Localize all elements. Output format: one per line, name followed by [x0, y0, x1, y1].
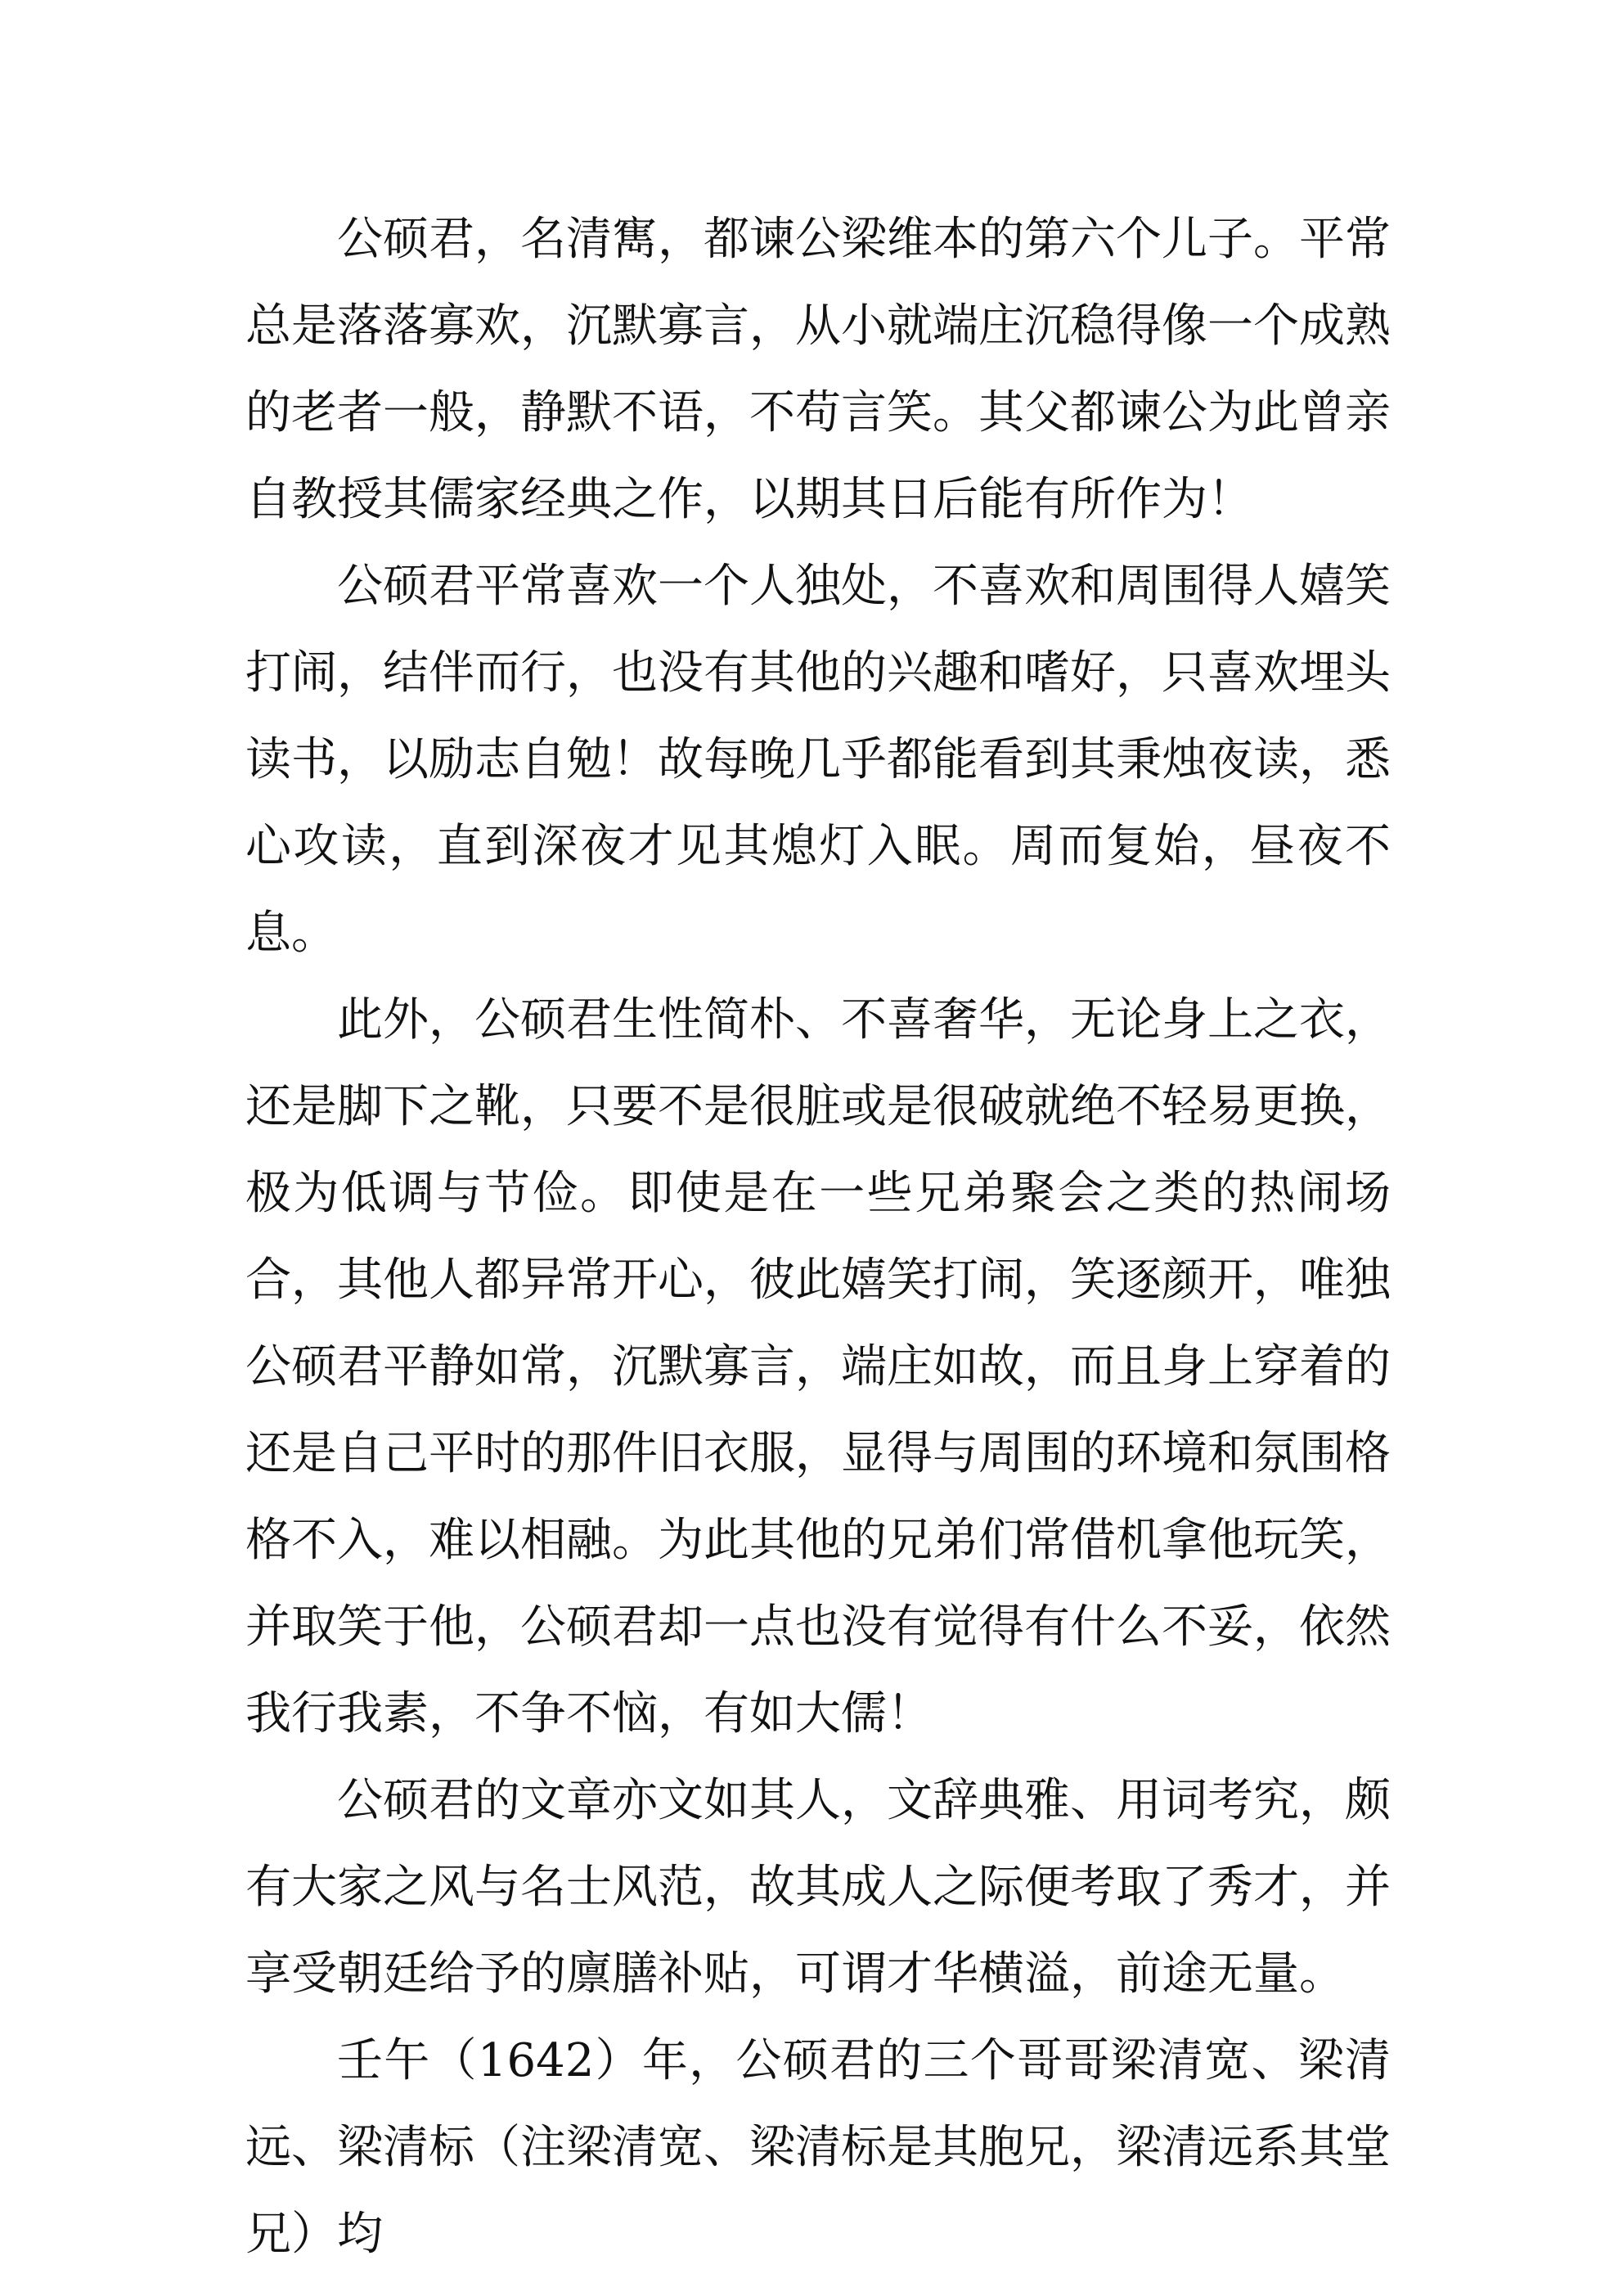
- paragraph-5: 壬午（1642）年，公硕君的三个哥哥梁清宽、梁清远、梁清标（注梁清宽、梁清标是其胞兄，梁清远系其堂兄）均: [245, 2034, 1391, 2261]
- paragraph-3: 此外，公硕君生性简朴、不喜奢华，无论身上之衣，还是脚下之靴，只要不是很脏或是很破就绝不轻易更换，极为低调与节俭。即使是在一些兄弟聚会之类的热闹场合，其他人都异常开心，彼此嬉笑打闹，笑逐颜开，唯独公硕君平静如常，沉默寡言，端庄如故，而且身上穿着的还是自己平时的那件旧衣服，显得与周围的环境和氛围格格不入，难以相融。为此其他的兄弟们常借机拿他玩笑，并取笑于他，公硕君却一点也没有觉得有什么不妥，依然我行我素，不争不恼，有如大儒！: [245, 993, 1391, 1740]
- paragraph-2: 公硕君平常喜欢一个人独处，不喜欢和周围得人嬉笑打闹，结伴而行，也没有其他的兴趣和嗜好，只喜欢埋头读书，以励志自勉！故每晚几乎都能看到其秉烛夜读，悉心攻读，直到深夜才见其熄灯入眠。周而复始，昼夜不息。: [245, 560, 1391, 960]
- document-body: [245, 196, 1391, 2278]
- paragraph-4: 公硕君的文章亦文如其人，文辞典雅、用词考究，颇有大家之风与名士风范，故其成人之际便考取了秀才，并享受朝廷给予的廪膳补贴，可谓才华横溢，前途无量。: [245, 1774, 1391, 2001]
- paragraph-1: 公硕君，名清寯，都谏公梁维本的第六个儿子。平常总是落落寡欢，沉默寡言，从小就端庄沉稳得像一个成熟的老者一般，静默不语，不苟言笑。其父都谏公为此曾亲自教授其儒家经典之作，以期其日后能有所作为！: [245, 213, 1391, 526]
